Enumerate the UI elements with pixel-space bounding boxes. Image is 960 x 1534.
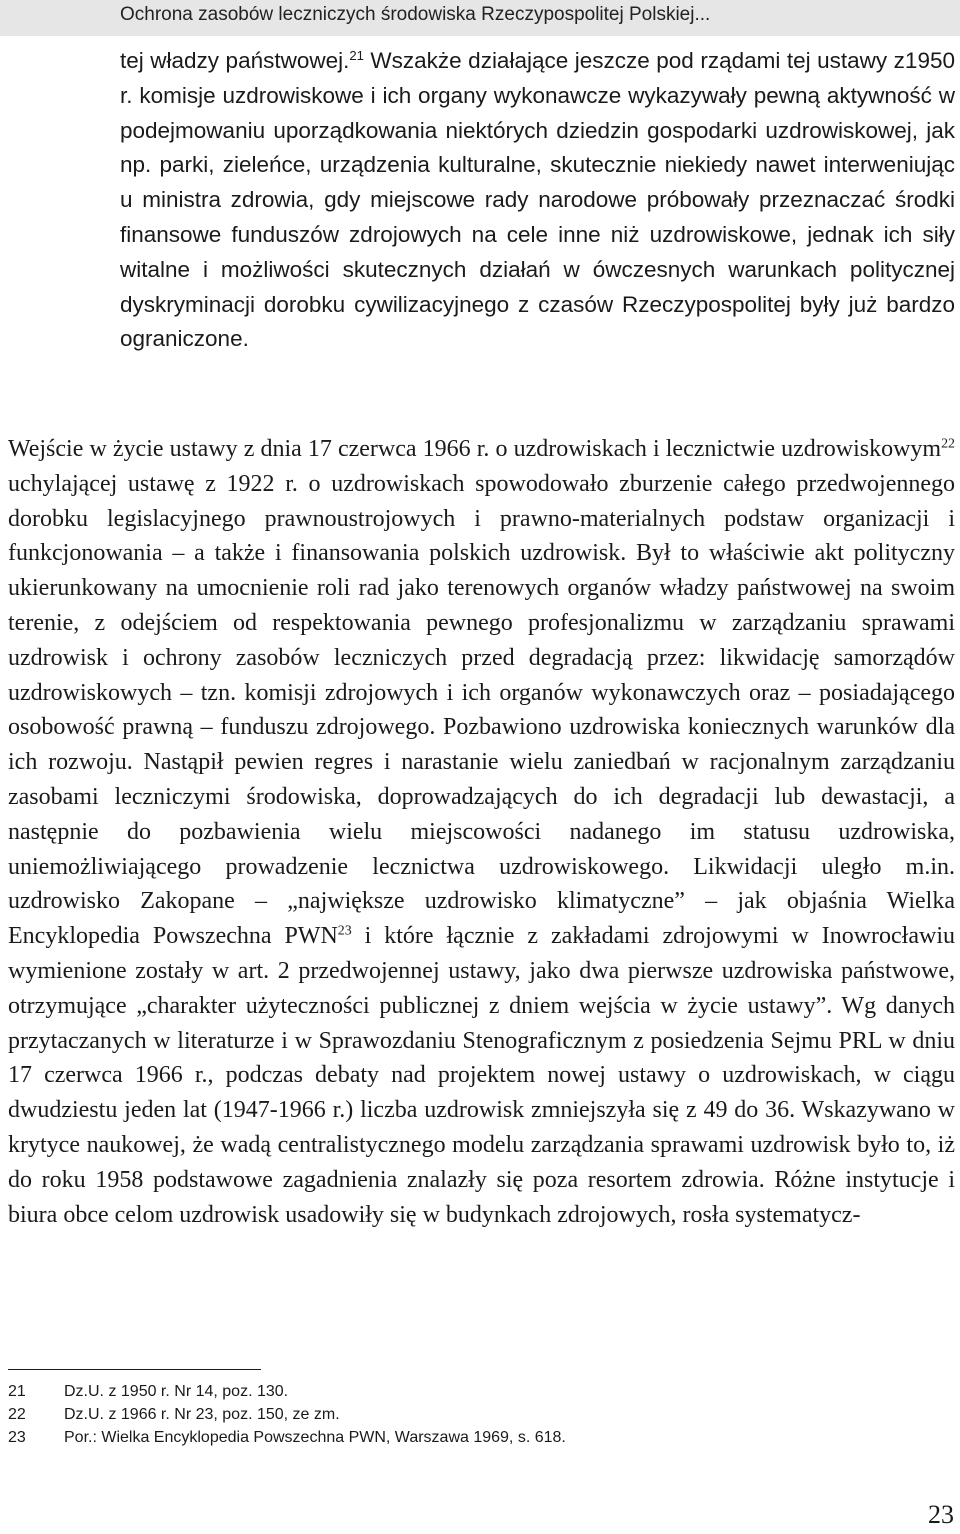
footnotes: [8, 1380, 908, 1449]
footnote-item: [8, 1426, 908, 1449]
footnote-ref-21[interactable]: 21: [349, 48, 364, 64]
footnote-item: [8, 1380, 908, 1403]
running-title: Ochrona zasobów leczniczych środowiska Rzeczypospolitej Polskiej...: [120, 4, 711, 25]
footnote-number: 23: [8, 1429, 26, 1446]
paragraph-2-text-b: uchylającej ustawę z 1922 r. o uzdrowiskach spowodowało zburzenie całego przedwojennego dorobku legislacyjnego prawnoustrojowych i prawno-materialnych podstaw organizacji i funkcjonowania – a także i finansowania polskich uzdrowisk. Był to właściwie akt polityczny ukierunkowany na umocnienie roli rad jako terenowych organów władzy państwowej na swoim terenie, z odejściem od respektowania pewnego profesjonalizmu w zarządzaniu sprawami uzdrowisk i ochrony zasobów leczniczych przed degradacją przez: likwidację samorządów uzdrowiskowych – tzn. komisji zdrojowych i ich organów wykonawczych oraz – posiadającego osobowość prawną – funduszu zdrojowego. Pozbawiono uzdrowiska koniecznych warunków dla ich rozwoju. Nastąpił pewien regres i narastanie wielu zaniedbań w racjonalnym zarządzaniu zasobami leczniczymi środowiska, doprowadzających do ich degradacji lub dewastacji, a następnie do pozbawienia wielu miejscowości nadanego im statusu uzdrowiska, uniemożliwiającego prowadzenie lecznictwa uzdrowiskowego. Likwidacji uległo m.in. uzdrowisko Zakopane – „największe uzdrowisko klimatyczne” – jak objaśnia Wielka Encyklopedia Powszechna PWN: [8, 470, 955, 950]
footnote-text: Dz.U. z 1950 r. Nr 14, poz. 130.: [64, 1383, 289, 1400]
footnote-divider: [8, 1369, 261, 1370]
paragraph-2-text-a: Wejście w życie ustawy z dnia 17 czerwca 1966 r. o uzdrowiskach i lecznictwie uzdrowiskowym: [8, 436, 942, 462]
paragraph-1: [120, 44, 955, 357]
footnote-text: Dz.U. z 1966 r. Nr 23, poz. 150, ze zm.: [64, 1406, 340, 1423]
paragraph-2-text-c: i które łącznie z zakładami zdrojowymi w Inowrocławiu wymienione zostały w art. 2 przedwojennej ustawy, jako dwa pierwsze uzdrowiska państwowe, otrzymujące „charakter użyteczności publicznej z dniem wejścia w życie ustawy”. Wg danych przytaczanych w literaturze i w Sprawozdaniu Stenograficznym z posiedzenia Sejmu PRL w dniu 17 czerwca 1966 r., podczas debaty nad projektem nowej ustawy o uzdrowiskach, w ciągu dwudziestu jeden lat (1947-1966 r.) liczba uzdrowisk zmniejszyła się z 49 do 36. Wskazywano w krytyce naukowej, że wadą centralistycznego modelu zarządzania sprawami uzdrowisk było to, iż do roku 1958 podstawowe zagadnienia znalazły się poza resortem zdrowia. Różne instytucje i biura obce celom uzdrowisk usadowiły się w budynkach zdrojowych, rosła systematycz-: [8, 923, 955, 1228]
paragraph-1-text-b: Wszakże działające jeszcze pod rządami tej ustawy z1950 r. komisje uzdrowiskowe i ich organy wykonawcze wykazywały pewną aktywność w podejmowaniu uporządkowania niektórych dziedzin gospodarki uzdrowiskowej, jak np. parki, zieleńce, urządzenia kulturalne, skutecznie niekiedy nawet interweniując u ministra zdrowia, gdy miejscowe rady narodowe próbowały przeznaczać środki finansowe funduszów zdrojowych na cele inne niż uzdrowiskowe, jednak ich siły witalne i możliwości skutecznych działań w ówczesnych warunkach politycznej dyskryminacji dorobku cywilizacyjnego z czasów Rzeczypospolitej były już bardzo ograniczone.: [120, 48, 955, 352]
paragraph-1-text-a: tej władzy państwowej.: [120, 48, 350, 73]
footnote-number: 22: [8, 1406, 26, 1423]
footnote-number: 21: [8, 1383, 26, 1400]
footnote-ref-23[interactable]: 23: [337, 923, 352, 939]
running-header: [0, 0, 960, 36]
paragraph-2: [8, 432, 955, 1232]
footnote-ref-22[interactable]: 22: [941, 436, 955, 452]
footnote-text: Por.: Wielka Encyklopedia Powszechna PWN, Warszawa 1969, s. 618.: [64, 1429, 566, 1446]
page-number: 23: [928, 1500, 954, 1529]
footnote-item: [8, 1403, 908, 1426]
